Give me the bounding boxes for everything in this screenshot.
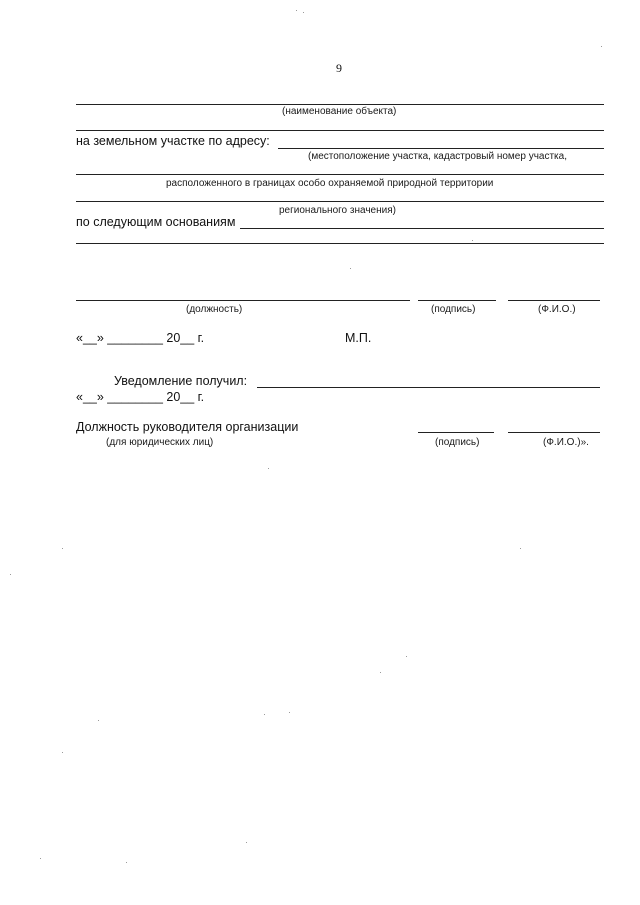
grounds-line — [240, 228, 604, 229]
notification-line — [257, 387, 600, 388]
location-line — [76, 174, 604, 175]
head-signature-caption: (подпись) — [435, 437, 480, 448]
scan-speck — [472, 240, 473, 241]
head-name-line — [508, 432, 600, 433]
page-number: 9 — [336, 61, 342, 75]
scan-speck — [520, 548, 521, 549]
grounds-label: по следующим основаниям — [76, 215, 236, 229]
scan-speck — [98, 720, 99, 721]
location-caption: (местоположение участка, кадастровый номер участка, — [308, 151, 567, 162]
notification-label: Уведомление получил: — [114, 374, 248, 388]
scan-speck — [268, 468, 269, 469]
scan-speck — [62, 752, 63, 753]
scan-speck — [380, 672, 381, 673]
legal-entities-caption: (для юридических лиц) — [106, 437, 214, 448]
scan-speck — [40, 858, 41, 859]
scan-speck — [350, 268, 351, 269]
scan-speck — [264, 714, 265, 715]
scan-speck — [289, 712, 290, 713]
date-line-2: «__» ________ 20__ г. — [76, 390, 205, 404]
head-position-label: Должность руководителя организации — [76, 420, 299, 434]
seal-label: М.П. — [345, 331, 372, 345]
scan-speck — [406, 656, 407, 657]
scan-speck — [126, 862, 127, 863]
head-name-caption: (Ф.И.О.)». — [543, 437, 589, 448]
signature-caption: (подпись) — [431, 304, 476, 315]
address-line — [278, 148, 604, 149]
full-name-line — [508, 300, 600, 301]
position-line — [76, 300, 410, 301]
date-line: «__» ________ 20__ г. — [76, 331, 205, 345]
scan-speck — [303, 12, 304, 13]
address-label: на земельном участке по адресу: — [76, 134, 270, 148]
full-name-caption: (Ф.И.О.) — [538, 304, 576, 315]
object-name-caption: (наименование объекта) — [282, 106, 397, 117]
scan-speck — [246, 842, 247, 843]
signature-line — [418, 300, 496, 301]
scan-speck — [62, 548, 63, 549]
location-caption-2: расположенного в границах особо охраняемой природной территории — [166, 178, 494, 189]
scan-speck — [10, 574, 11, 575]
scan-speck — [601, 46, 602, 47]
location-caption-3: регионального значения) — [279, 205, 396, 216]
scan-speck — [296, 10, 297, 11]
object-name-line — [76, 104, 604, 105]
position-caption: (должность) — [186, 304, 243, 315]
location-line-2 — [76, 201, 604, 202]
grounds-line-2 — [76, 243, 604, 244]
head-signature-line — [418, 432, 494, 433]
blank-line — [76, 130, 604, 131]
